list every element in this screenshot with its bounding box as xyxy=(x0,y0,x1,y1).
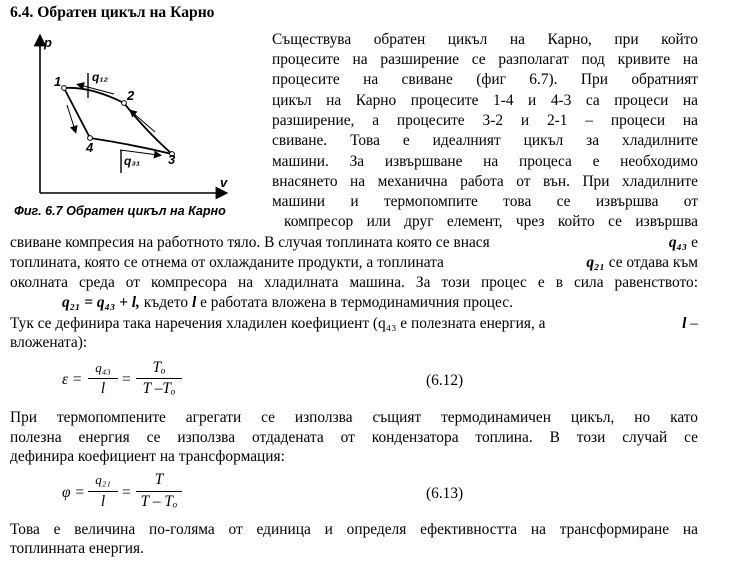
right-line: машини и термопомпите това се извършва от xyxy=(272,193,698,210)
body-line-9: дефинира коефициент на трансформация: xyxy=(10,448,285,465)
right-line: свиване. Това е идеалният цикъл за хладилните xyxy=(272,132,698,149)
q43-symbol: q₄₃ xyxy=(668,234,688,251)
curve-1-4 xyxy=(64,88,90,138)
q12-label: q₁₂ xyxy=(92,70,109,84)
point-1-label: 1 xyxy=(54,74,62,89)
q21-symbol: q₂₁ xyxy=(586,254,605,271)
curve-2-3 xyxy=(124,103,172,154)
right-line: процесите на разширение се разполагат под кривите на xyxy=(272,51,698,68)
axis-v-label: v xyxy=(220,175,228,190)
point-2-label: 2 xyxy=(127,88,135,103)
right-line: цикъл на Карно процесите 1-4 и 4-3 са процеси на xyxy=(272,92,698,109)
pv-diagram xyxy=(20,30,270,205)
body-line-5: Тук се дефинира така наречения хладилен коефициент (q₄₃ е полезната енергия, а l – xyxy=(10,315,698,332)
section-title: 6.4. Обратен цикъл на Карно xyxy=(10,4,215,21)
right-line: компресор или друг елемент, чрез който се извършва xyxy=(284,213,698,230)
point-4-label: 4 xyxy=(86,140,94,155)
right-line: машини. За извършване на процеса е необходимо xyxy=(272,153,698,170)
formula-line: q₂₁ = q₄₃ + l, където l е работата вложена в термодинамичния процес. xyxy=(62,294,513,311)
body-line-8: полезна енергия се използва отдадената от кондензатора топлина. В този случай се xyxy=(10,429,698,446)
arrow-3-2 xyxy=(132,112,155,132)
q31-label: q₃₁ xyxy=(124,154,141,168)
curve-1-2 xyxy=(64,88,124,103)
body-line-11: топлинната енергия. xyxy=(10,540,144,557)
right-line: разширение, а процесите 3-2 и 2-1 – процеси на xyxy=(272,112,698,129)
body-line-7: При термопомпените агрегати се използва същият термодинамичен цикъл, но като xyxy=(10,409,698,426)
body-line-1: свиване компресия на работното тяло. В случая топлината която се внася q₄₃ е xyxy=(10,234,698,251)
equation-number: (6.13) xyxy=(426,485,464,502)
right-line: Съществува обратен цикъл на Карно, при който xyxy=(272,31,698,48)
body-line-10: Това е величина по-голяма от единица и определя ефективността на трансформиране на xyxy=(10,521,698,538)
body-line-3: околната среда от компресора на хладилната машина. За този процес е в сила равенството: xyxy=(10,274,698,291)
equation-number: (6.12) xyxy=(426,372,464,389)
point-3-label: 3 xyxy=(168,152,176,167)
body-line-2: топлината, която се отнема от охлажданите продукти, а топлината q₂₁ се отдава към xyxy=(10,254,698,271)
right-line: внасянето на механична работа от вън. При хладилните xyxy=(272,173,698,190)
body-line-6: вложената): xyxy=(10,334,88,351)
formula-main: q₂₁ = q₄₃ + l, xyxy=(62,294,140,311)
axis-p-label: p xyxy=(44,35,52,50)
figure-caption: Фиг. 6.7 Обратен цикъл на Карно xyxy=(14,204,226,218)
right-line: процесите на свиване (фиг 6.7). При обратният xyxy=(272,71,698,88)
